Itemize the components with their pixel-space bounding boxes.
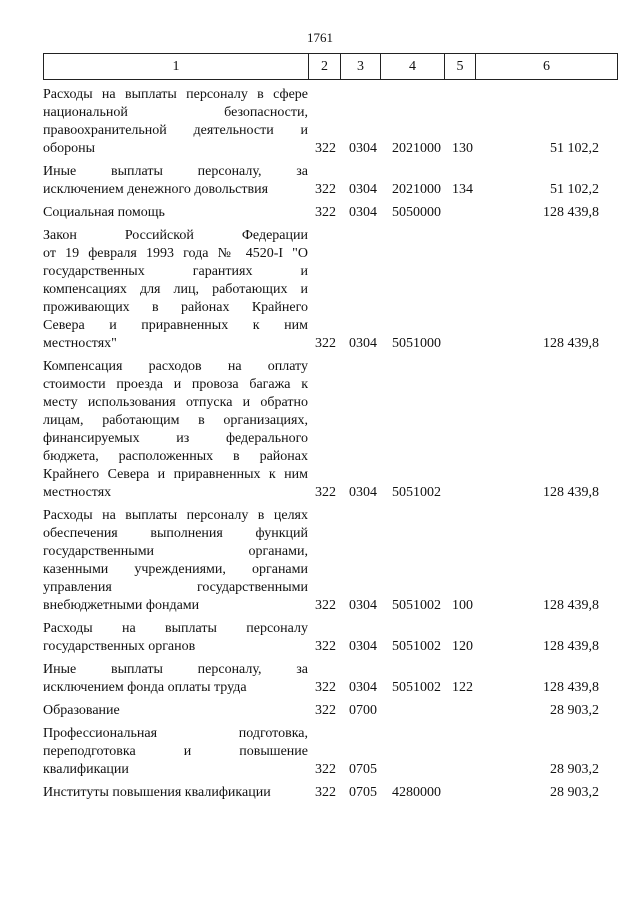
table-row	[43, 661, 617, 697]
budget-table-body	[43, 86, 617, 802]
description-line: казенными учреждениями, органами	[43, 562, 308, 577]
description-line: Профессиональная подготовка,	[43, 726, 308, 741]
chapter-code: 322	[315, 205, 336, 220]
description-line: от 19 февраля 1993 года № 4520-I "О	[43, 246, 308, 261]
expense-type-code: 130	[452, 141, 473, 156]
row-description	[43, 725, 308, 779]
table-row	[43, 204, 617, 222]
amount: 128 439,8	[543, 598, 599, 613]
target-article-code: 5051002	[392, 639, 441, 654]
description-line: лицам, работающим в организациях,	[43, 413, 308, 428]
target-article-code: 2021000	[392, 141, 441, 156]
section-code: 0705	[349, 785, 377, 800]
amount: 28 903,2	[550, 762, 599, 777]
chapter-code: 322	[315, 336, 336, 351]
description-line: бюджета, расположенных в районах	[43, 449, 308, 464]
description-line: Расходы на выплаты персоналу	[43, 621, 308, 636]
column-header-2: 2	[309, 54, 341, 80]
description-line: стоимости проезда и провоза багажа к	[43, 377, 308, 392]
description-line: Крайнего Севера и приравненных к ним	[43, 467, 308, 482]
description-line: Закон Российской Федерации	[43, 228, 308, 243]
table-row	[43, 163, 617, 199]
amount: 28 903,2	[550, 785, 599, 800]
section-code: 0304	[349, 485, 377, 500]
target-article-code: 5051000	[392, 336, 441, 351]
amount: 128 439,8	[543, 205, 599, 220]
description-line: обеспечения выполнения функций	[43, 526, 308, 541]
description-line: управления государственными	[43, 580, 308, 595]
description-line: Расходы на выплаты персоналу в сфере	[43, 87, 308, 102]
section-code: 0304	[349, 141, 377, 156]
table-row	[43, 702, 617, 720]
amount: 128 439,8	[543, 485, 599, 500]
description-line: финансируемых из федерального	[43, 431, 308, 446]
amount: 51 102,2	[550, 141, 599, 156]
chapter-code: 322	[315, 703, 336, 718]
row-description	[43, 702, 308, 720]
table-row	[43, 725, 617, 779]
description-line: обороны	[43, 141, 96, 156]
description-line: Расходы на выплаты персоналу в целях	[43, 508, 308, 523]
section-code: 0705	[349, 762, 377, 777]
amount: 28 903,2	[550, 703, 599, 718]
column-header-4: 4	[381, 54, 445, 80]
row-description	[43, 86, 308, 158]
description-line: квалификации	[43, 762, 129, 777]
expense-type-code: 120	[452, 639, 473, 654]
column-header-1: 1	[44, 54, 309, 80]
chapter-code: 322	[315, 639, 336, 654]
row-description	[43, 227, 308, 353]
description-line: Иные выплаты персоналу, за	[43, 662, 308, 677]
chapter-code: 322	[315, 598, 336, 613]
description-line: правоохранительной деятельности и	[43, 123, 308, 138]
column-header-3: 3	[341, 54, 381, 80]
description-line: Образование	[43, 703, 120, 718]
target-article-code: 5051002	[392, 485, 441, 500]
row-description	[43, 204, 308, 222]
table-row	[43, 358, 617, 502]
chapter-code: 322	[315, 680, 336, 695]
amount: 128 439,8	[543, 336, 599, 351]
table-row	[43, 784, 617, 802]
table-row	[43, 620, 617, 656]
table-row	[43, 507, 617, 615]
description-line: переподготовка и повышение	[43, 744, 308, 759]
expense-type-code: 100	[452, 598, 473, 613]
table-row	[43, 86, 617, 158]
chapter-code: 322	[315, 762, 336, 777]
target-article-code: 4280000	[392, 785, 441, 800]
section-code: 0304	[349, 680, 377, 695]
description-line: исключением фонда оплаты труда	[43, 680, 247, 695]
row-description	[43, 620, 308, 656]
description-line: месту использования отпуска и обратно	[43, 395, 308, 410]
description-line: исключением денежного довольствия	[43, 182, 269, 197]
description-line: компенсациях для лиц, работающих и	[43, 282, 308, 297]
chapter-code: 322	[315, 785, 336, 800]
description-line: местностях"	[43, 336, 117, 351]
description-line: государственных гарантиях и	[43, 264, 308, 279]
chapter-code: 322	[315, 485, 336, 500]
target-article-code: 5051002	[392, 680, 441, 695]
description-line: государственными органами,	[43, 544, 308, 559]
section-code: 0304	[349, 336, 377, 351]
amount: 128 439,8	[543, 639, 599, 654]
row-description	[43, 163, 308, 199]
column-header-5: 5	[445, 54, 476, 80]
target-article-code: 2021000	[392, 182, 441, 197]
section-code: 0304	[349, 182, 377, 197]
page-number: 1761	[307, 30, 333, 45]
row-description	[43, 507, 308, 615]
row-description	[43, 358, 308, 502]
amount: 128 439,8	[543, 680, 599, 695]
chapter-code: 322	[315, 182, 336, 197]
description-line: национальной безопасности,	[43, 105, 308, 120]
table-row	[43, 227, 617, 353]
description-line: внебюджетными фондами	[43, 598, 200, 613]
expense-type-code: 122	[452, 680, 473, 695]
row-description	[43, 661, 308, 697]
description-line: местностях	[43, 485, 112, 500]
section-code: 0700	[349, 703, 377, 718]
column-header-table	[43, 53, 618, 80]
target-article-code: 5051002	[392, 598, 441, 613]
target-article-code: 5050000	[392, 205, 441, 220]
amount: 51 102,2	[550, 182, 599, 197]
section-code: 0304	[349, 205, 377, 220]
row-description	[43, 784, 308, 802]
expense-type-code: 134	[452, 182, 473, 197]
description-line: Компенсация расходов на оплату	[43, 359, 308, 374]
section-code: 0304	[349, 598, 377, 613]
description-line: Иные выплаты персоналу, за	[43, 164, 308, 179]
description-line: государственных органов	[43, 639, 196, 654]
column-header-6: 6	[476, 54, 618, 80]
description-line: Социальная помощь	[43, 205, 165, 220]
section-code: 0304	[349, 639, 377, 654]
description-line: проживающих в районах Крайнего	[43, 300, 308, 315]
chapter-code: 322	[315, 141, 336, 156]
description-line: Институты повышения квалификации	[43, 785, 271, 800]
description-line: Севера и приравненных к ним	[43, 318, 308, 333]
